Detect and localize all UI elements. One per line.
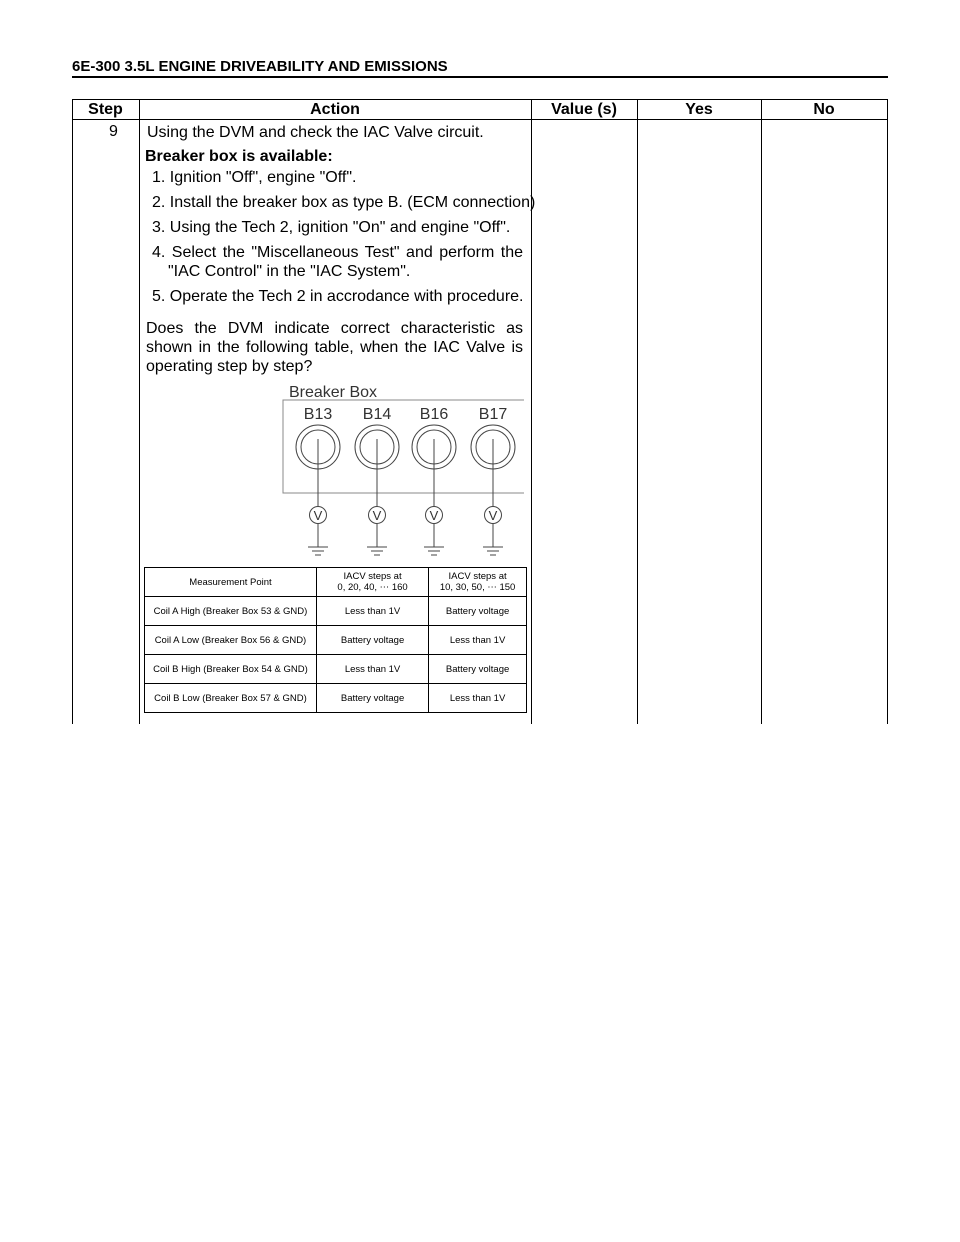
- terminal-b16: [412, 406, 456, 555]
- action-question: [146, 319, 523, 376]
- action-condition: Breaker box is available:: [145, 148, 333, 165]
- breaker-box-diagram: [144, 379, 524, 569]
- column-header-value: Value (s): [551, 101, 617, 118]
- terminal-b13: [296, 406, 340, 555]
- breaker-box-title: Breaker Box: [288, 384, 378, 401]
- voltmeter-label: V: [488, 508, 498, 523]
- action-step-4-cont: "IAC Control" in the "IAC System".: [168, 263, 411, 280]
- measurement-header-steps-odd: [429, 568, 527, 597]
- table-header-rule: [72, 119, 888, 120]
- voltmeter-label: V: [313, 508, 323, 523]
- question-line-1: Does the DVM indicate correct characteristic as: [146, 320, 523, 337]
- measurement-odd-value: Battery voltage: [429, 597, 527, 626]
- measurement-header-steps-even-line1: IACV steps at: [343, 571, 402, 582]
- table-row: [145, 626, 527, 655]
- measurement-header-steps-odd-line1: IACV steps at: [448, 571, 507, 582]
- measurement-odd-value: Less than 1V: [429, 626, 527, 655]
- terminal-b17: [471, 406, 515, 555]
- terminal-label-b17: B17: [478, 406, 508, 423]
- question-line-2: shown in the following table, when the IAC Valve is: [146, 339, 523, 356]
- action-intro: Using the DVM and check the IAC Valve circuit.: [147, 124, 484, 141]
- measurement-header-steps-even: [316, 568, 428, 597]
- table-divider-yes: [761, 99, 762, 724]
- action-step-2: 2. Install the breaker box as type B. (ECM connection): [152, 194, 536, 211]
- voltmeter-label: V: [429, 508, 439, 523]
- action-step-4: 4. Select the "Miscellaneous Test" and perform the: [152, 244, 523, 261]
- measurement-even-value: Battery voltage: [316, 626, 428, 655]
- action-step-3: 3. Using the Tech 2, ignition "On" and engine "Off".: [152, 219, 511, 236]
- table-divider-value: [637, 99, 638, 724]
- page-header-title: 6E-300 3.5L ENGINE DRIVEABILITY AND EMISSIONS: [72, 58, 448, 75]
- measurement-odd-value: Battery voltage: [429, 655, 527, 684]
- table-border-left: [72, 99, 73, 724]
- terminal-label-b14: B14: [362, 406, 392, 423]
- terminal-b14: [355, 406, 399, 555]
- measurement-even-value: Battery voltage: [316, 684, 428, 713]
- step-number: 9: [109, 123, 118, 140]
- measurement-header-steps-odd-line2: 10, 30, 50, ⋯ 150: [439, 582, 516, 593]
- measurement-header-steps-even-line2: 0, 20, 40, ⋯ 160: [337, 582, 408, 593]
- measurement-point: Coil B Low (Breaker Box 57 & GND): [145, 684, 317, 713]
- header-rule: [72, 76, 888, 78]
- table-divider-action: [531, 99, 532, 724]
- table-border-right: [887, 99, 888, 724]
- terminal-label-b13: B13: [303, 406, 333, 423]
- measurement-point: Coil A Low (Breaker Box 56 & GND): [145, 626, 317, 655]
- measurement-point: Coil A High (Breaker Box 53 & GND): [145, 597, 317, 626]
- column-header-step: Step: [88, 101, 123, 118]
- measurement-odd-value: Less than 1V: [429, 684, 527, 713]
- measurement-even-value: Less than 1V: [316, 655, 428, 684]
- question-line-3: operating step by step?: [146, 358, 313, 375]
- table-divider-step: [139, 99, 140, 724]
- measurement-even-value: Less than 1V: [316, 597, 428, 626]
- column-header-no: No: [813, 101, 835, 118]
- voltmeter-label: V: [372, 508, 382, 523]
- measurement-point: Coil B High (Breaker Box 54 & GND): [145, 655, 317, 684]
- column-header-yes: Yes: [685, 101, 713, 118]
- column-header-action: Action: [310, 101, 360, 118]
- action-step-1: 1. Ignition "Off", engine "Off".: [152, 169, 357, 186]
- terminal-label-b16: B16: [419, 406, 449, 423]
- measurement-header-point: Measurement Point: [145, 568, 317, 597]
- measurement-header-row: [145, 568, 527, 597]
- action-step-5: 5. Operate the Tech 2 in accrodance with procedure.: [152, 288, 524, 305]
- table-row: [145, 655, 527, 684]
- measurement-table: [144, 567, 527, 713]
- table-row: [145, 684, 527, 713]
- table-row: [145, 597, 527, 626]
